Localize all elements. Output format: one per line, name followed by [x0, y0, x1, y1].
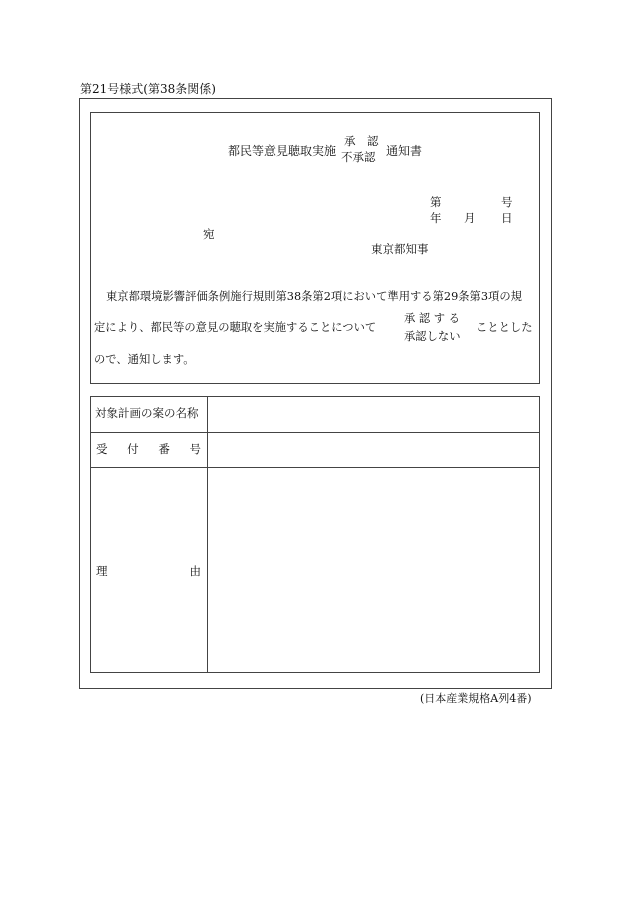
plan-name-value-cell[interactable] [208, 397, 539, 432]
title-suffix: 通知書 [386, 144, 423, 158]
body-line-2-prefix: 定により、都民等の意見の聴取を実施することについて [94, 321, 377, 334]
body-option-disapprove: 承認しない [404, 330, 461, 343]
body-line-3: ので、通知します。 [94, 353, 195, 366]
notice-title: 都民等意見聴取実施 [228, 144, 337, 158]
form-number: 第21号様式(第38条関係) [80, 82, 216, 96]
reason-value-cell[interactable] [208, 468, 539, 672]
issuer: 東京都知事 [371, 242, 429, 256]
body-line-2-suffix: こととした [476, 321, 533, 334]
body-line-1: 東京都環境影響評価条例施行規則第38条第2項において準用する第29条第3項の規 [106, 290, 522, 303]
date-year: 年 [430, 211, 442, 225]
paper-size-note: (日本産業規格A列4番) [420, 692, 532, 705]
reason-label [96, 566, 201, 578]
date-month: 月 [464, 211, 476, 225]
receipt-number-value-cell[interactable] [208, 433, 539, 467]
number-suffix: 号 [501, 195, 513, 209]
receipt-label-char: 番 [158, 442, 170, 456]
plan-name-label: 対象計画の案の名称 [95, 406, 199, 420]
receipt-label-char: 受 [96, 442, 108, 456]
receipt-label-char: 号 [189, 442, 201, 456]
title-option-approve: 承 認 [344, 134, 379, 148]
number-label: 第 [430, 195, 442, 209]
title-option-disapprove: 不承認 [341, 150, 376, 164]
reason-label-char: 由 [189, 564, 201, 578]
date-day: 日 [501, 211, 513, 225]
body-option-approve: 承 認 す る [404, 312, 460, 325]
addressee: 宛 [203, 227, 215, 241]
reason-label-char: 理 [96, 564, 108, 578]
receipt-label-char: 付 [127, 442, 139, 456]
receipt-number-label [96, 444, 201, 456]
